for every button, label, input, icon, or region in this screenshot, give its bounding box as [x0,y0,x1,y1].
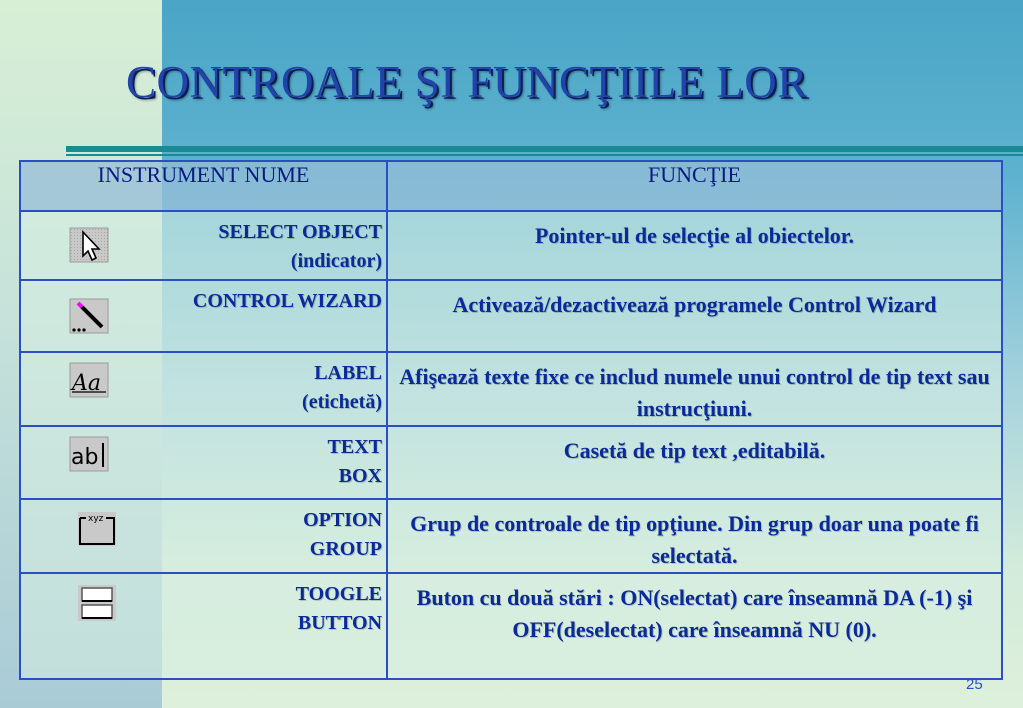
svg-text:Aa: Aa [72,371,102,396]
instrument-cell [20,426,387,499]
table-row [20,573,1002,679]
instrument-name-line-1: LABEL [314,362,382,384]
option-group-icon [76,510,118,548]
instrument-cell [20,573,387,679]
instrument-cell [20,499,387,573]
function-text: Grup de controale de tip opţiune. Din grup doar una poate fi selectată. [410,511,979,568]
instrument-name-line-1: OPTION [303,509,382,531]
page-number: 25 [966,676,983,693]
instrument-name-line-2: BOX [338,465,382,487]
control-wizard-wand-icon [68,297,110,335]
select-pointer-icon [68,226,110,264]
instrument-cell [20,352,387,426]
instrument-name-line-1: TOOGLE [295,583,382,605]
function-cell [387,352,1002,426]
table-row [20,499,1002,573]
table-row [20,280,1002,352]
table-header-row [20,161,1002,211]
label-aa-icon [68,361,110,399]
toggle-button-icon [76,584,118,622]
instrument-name-line-2: GROUP [309,538,382,560]
function-text: Afişează texte fixe ce includ numele unui control de tip text sau instrucţiuni. [399,364,990,421]
function-cell [387,499,1002,573]
header-function: FUNCŢIE [387,161,1002,211]
instrument-name-line-2: BUTTON [297,612,382,634]
instrument-cell [20,211,387,280]
function-cell [387,426,1002,499]
function-text: Buton cu două stări : ON(selectat) care înseamnă DA (-1) şi OFF(deselectat) care înseamnă NU (0). [416,585,973,642]
table-row [20,426,1002,499]
title-underline-thin [66,154,1023,156]
instrument-cell [20,280,387,352]
instrument-name-line-2: (indicator) [290,250,382,272]
table-row [20,211,1002,280]
slide-title: CONTROALE ŞI FUNCŢIILE LOR [126,57,808,107]
function-text: Activează/dezactivează programele Control Wizard [452,292,937,317]
controls-table [19,160,1003,680]
svg-text:ab: ab [71,445,99,470]
function-cell [387,211,1002,280]
instrument-name-line-2: (etichetă) [302,391,382,413]
instrument-name-line-1: CONTROL WIZARD [192,290,382,312]
instrument-name-line-1: TEXT [327,436,382,458]
svg-text:xyz: xyz [88,514,104,524]
function-text: Casetă de tip text ,editabilă. [563,438,826,463]
instrument-name-line-1: SELECT OBJECT [218,221,382,243]
function-cell [387,573,1002,679]
function-cell [387,280,1002,352]
text-box-ab-icon [68,435,110,473]
title-underline-thick [66,146,1023,152]
table-row [20,352,1002,426]
function-text: Pointer-ul de selecţie al obiectelor. [534,223,855,248]
header-instrument-name: INSTRUMENT NUME [20,161,387,211]
